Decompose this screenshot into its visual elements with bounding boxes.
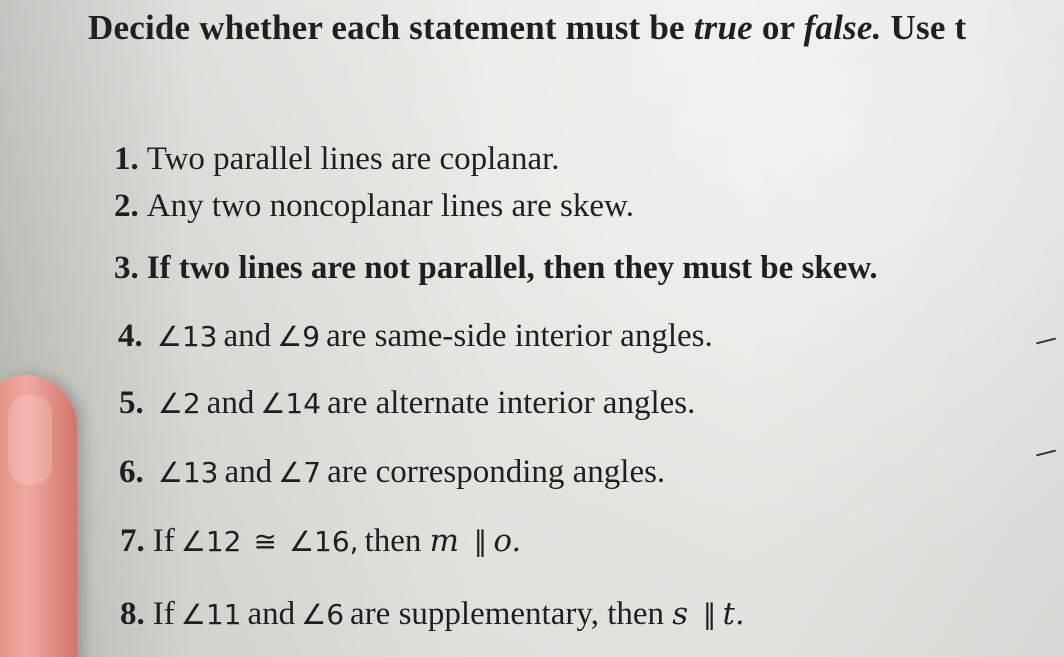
- and-word: and: [206, 385, 255, 421]
- statement-number: 3.: [114, 250, 139, 286]
- if-word: If: [152, 596, 175, 632]
- angle-13: ∠13: [157, 456, 219, 489]
- statement-2: [114, 188, 634, 225]
- statement-number: 4.: [118, 318, 143, 354]
- statement-8: [120, 596, 745, 633]
- and-word: and: [224, 454, 273, 490]
- angle-9: ∠9: [277, 320, 321, 353]
- statement-text: If two lines are not parallel, then they must be skew.: [146, 250, 878, 286]
- statement-rest: are corresponding angles.: [327, 454, 666, 490]
- statement-7: [120, 523, 521, 560]
- line-t: t.: [722, 596, 745, 632]
- statement-rest: are supplementary, then: [350, 596, 665, 632]
- instruction-true-word: true: [693, 8, 753, 47]
- statement-text: Any two noncoplanar lines are skew.: [146, 188, 634, 224]
- statement-number: 5.: [119, 385, 144, 421]
- statement-number: 8.: [120, 596, 145, 632]
- instruction-header: [88, 8, 966, 48]
- parallel-symbol: ∥: [702, 598, 717, 631]
- angle-6: ∠6: [301, 598, 345, 631]
- statement-number: 7.: [120, 523, 145, 559]
- statement-5: [119, 385, 695, 422]
- statement-rest: are same-side interior angles.: [326, 318, 713, 354]
- instruction-suffix: Use t: [881, 8, 967, 47]
- and-word: and: [247, 596, 296, 632]
- statement-1: [114, 141, 560, 178]
- edge-mark-lower: [1036, 450, 1056, 457]
- statement-number: 6.: [119, 454, 144, 490]
- if-word: If: [152, 523, 175, 559]
- angle-11: ∠11: [180, 598, 242, 631]
- angle-13: ∠13: [156, 320, 218, 353]
- statement-number: 1.: [114, 141, 139, 177]
- edge-mark-upper: [1036, 338, 1056, 345]
- statement-rest: are alternate interior angles.: [327, 385, 696, 421]
- statement-6: [119, 454, 665, 491]
- instruction-false-word: false.: [803, 8, 882, 47]
- angle-2: ∠2: [157, 387, 201, 420]
- angle-16: ∠16,: [288, 525, 359, 558]
- then-word: then: [364, 523, 422, 559]
- congruent-symbol: ≅: [253, 525, 277, 558]
- instruction-middle: or: [752, 8, 804, 47]
- statement-4: [118, 318, 713, 355]
- parallel-symbol: ∥: [473, 525, 488, 558]
- statement-text: Two parallel lines are coplanar.: [146, 141, 560, 177]
- angle-12: ∠12: [180, 525, 242, 558]
- finger-highlight: [8, 395, 52, 485]
- line-s: s: [672, 596, 689, 632]
- line-m: m: [429, 523, 460, 559]
- angle-14: ∠14: [260, 387, 322, 420]
- instruction-prefix: Decide whether each statement must be: [88, 8, 694, 47]
- line-o: o.: [493, 523, 522, 559]
- statement-3: [114, 250, 878, 287]
- angle-7: ∠7: [278, 456, 322, 489]
- statement-number: 2.: [114, 188, 139, 224]
- and-word: and: [223, 318, 272, 354]
